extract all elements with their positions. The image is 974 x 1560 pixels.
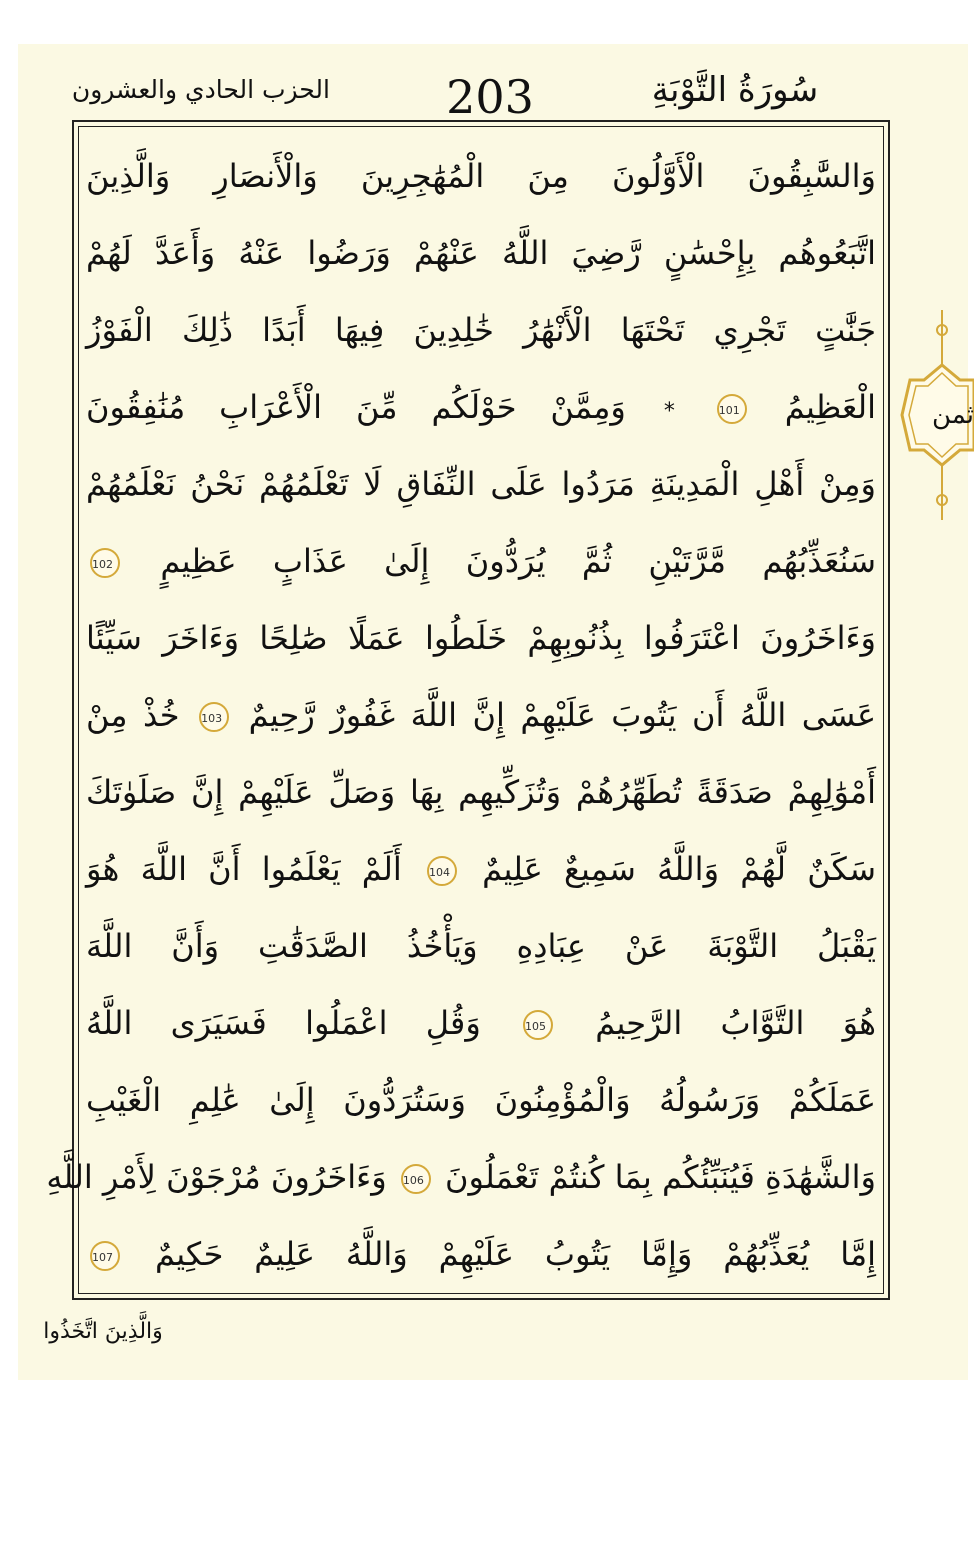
text-line [86, 608, 876, 668]
ayah-number-marker: 101 [717, 394, 747, 424]
text-line [86, 1224, 876, 1284]
verse-text: جَنَّٰتٍ تَجْرِي تَحْتَهَا الْأَنْهَٰرُ خَٰلِدِينَ فِيهَا أَبَدًا ذَٰلِكَ الْفَوْزُ [86, 311, 876, 349]
verse-text: وَءَاخَرُونَ اعْتَرَفُوا بِذُنُوبِهِمْ خَلَطُوا عَمَلًا صَٰلِحًا وَءَاخَرَ سَيِّئًا [86, 619, 876, 657]
quran-text-block [46, 140, 877, 1560]
text-line [86, 531, 876, 591]
verse-text: وَالشَّهَٰدَةِ فَيُنَبِّئُكُم بِمَا كُنتُمْ تَعْمَلُونَ [445, 1158, 876, 1196]
verse-text: الْعَظِيمُ [784, 388, 877, 426]
verse-text: يَقْبَلُ التَّوْبَةَ عَنْ عِبَادِهِ وَيَأْخُذُ الصَّدَقَٰتِ وَأَنَّ اللَّهَ [86, 927, 876, 965]
text-line [86, 993, 876, 1053]
verse-text: وَقُلِ اعْمَلُوا فَسَيَرَى اللَّهُ [86, 1004, 481, 1042]
text-line [86, 223, 876, 283]
verse-text: وَمِمَّنْ حَوْلَكُم مِّنَ الْأَعْرَابِ مُنَٰفِقُونَ [86, 388, 626, 426]
text-line [86, 146, 876, 206]
verse-text: سَكَنٌ لَّهُمْ وَاللَّهُ سَمِيعٌ عَلِيمٌ [482, 850, 877, 888]
verse-text: سَنُعَذِّبُهُم مَّرَّتَيْنِ ثُمَّ يُرَدُّونَ إِلَىٰ عَذَابٍ عَظِيمٍ [160, 542, 877, 580]
catchword: وَالَّذِينَ اتَّخَذُوا [43, 1319, 163, 1344]
text-line [86, 916, 876, 976]
ayah-number-marker: 103 [199, 702, 229, 732]
verse-text: أَمْوَٰلِهِمْ صَدَقَةً تُطَهِّرُهُمْ وَتُزَكِّيهِم بِهَا وَصَلِّ عَلَيْهِمْ إِنَّ صَلَوٰتَكَ [86, 773, 876, 811]
text-line [46, 1147, 876, 1207]
verse-text: خُذْ مِنْ [86, 696, 180, 734]
verse-text: إِمَّا يُعَذِّبُهُمْ وَإِمَّا يَتُوبُ عَلَيْهِمْ وَاللَّهُ عَلِيمٌ حَكِيمٌ [154, 1235, 877, 1273]
page-number: 203 [446, 70, 534, 124]
ayah-number-marker: 106 [401, 1164, 431, 1194]
verse-text: هُوَ التَّوَّابُ الرَّحِيمُ [595, 1004, 876, 1042]
verse-text: عَمَلَكُمْ وَرَسُولُهُ وَالْمُؤْمِنُونَ وَسَتُرَدُّونَ إِلَىٰ عَٰلِمِ الْغَيْبِ [86, 1081, 876, 1119]
rub-star-icon: * [663, 399, 675, 424]
ayah-number-marker: 102 [90, 548, 120, 578]
ayah-number-marker: 107 [90, 1241, 120, 1271]
surah-name: سُورَةُ التَّوْبَةِ [651, 70, 819, 110]
verse-text: وَمِنْ أَهْلِ الْمَدِينَةِ مَرَدُوا عَلَى النِّفَاقِ لَا تَعْلَمُهُمْ نَحْنُ نَعْلَمُهُمْ [86, 465, 876, 503]
text-line [86, 762, 876, 822]
verse-text: وَءَاخَرُونَ مُرْجَوْنَ لِأَمْرِ اللَّهِ [46, 1158, 387, 1196]
verse-text: اتَّبَعُوهُم بِإِحْسَٰنٍ رَّضِيَ اللَّهُ عَنْهُمْ وَرَضُوا عَنْهُ وَأَعَدَّ لَهُمْ [86, 234, 876, 272]
ayah-number-marker: 104 [427, 856, 457, 886]
hizb-label: الحزب الحادي والعشرون [71, 75, 330, 104]
verse-text: أَلَمْ يَعْلَمُوا أَنَّ اللَّهَ هُوَ [86, 850, 402, 888]
text-line [86, 1070, 876, 1130]
text-line [86, 454, 876, 514]
rub-label: ثمن [931, 400, 974, 430]
rub-marker [900, 310, 974, 520]
text-line [86, 300, 876, 360]
text-line [86, 839, 876, 899]
verse-text: عَسَى اللَّهُ أَن يَتُوبَ عَلَيْهِمْ إِنَّ اللَّهَ غَفُورٌ رَّحِيمٌ [248, 696, 877, 734]
text-line [86, 377, 876, 437]
ayah-number-marker: 105 [523, 1010, 553, 1040]
text-line [86, 685, 876, 745]
verse-text: وَالسَّٰبِقُونَ الْأَوَّلُونَ مِنَ الْمُهَٰجِرِينَ وَالْأَنصَارِ وَالَّذِينَ [86, 157, 876, 195]
